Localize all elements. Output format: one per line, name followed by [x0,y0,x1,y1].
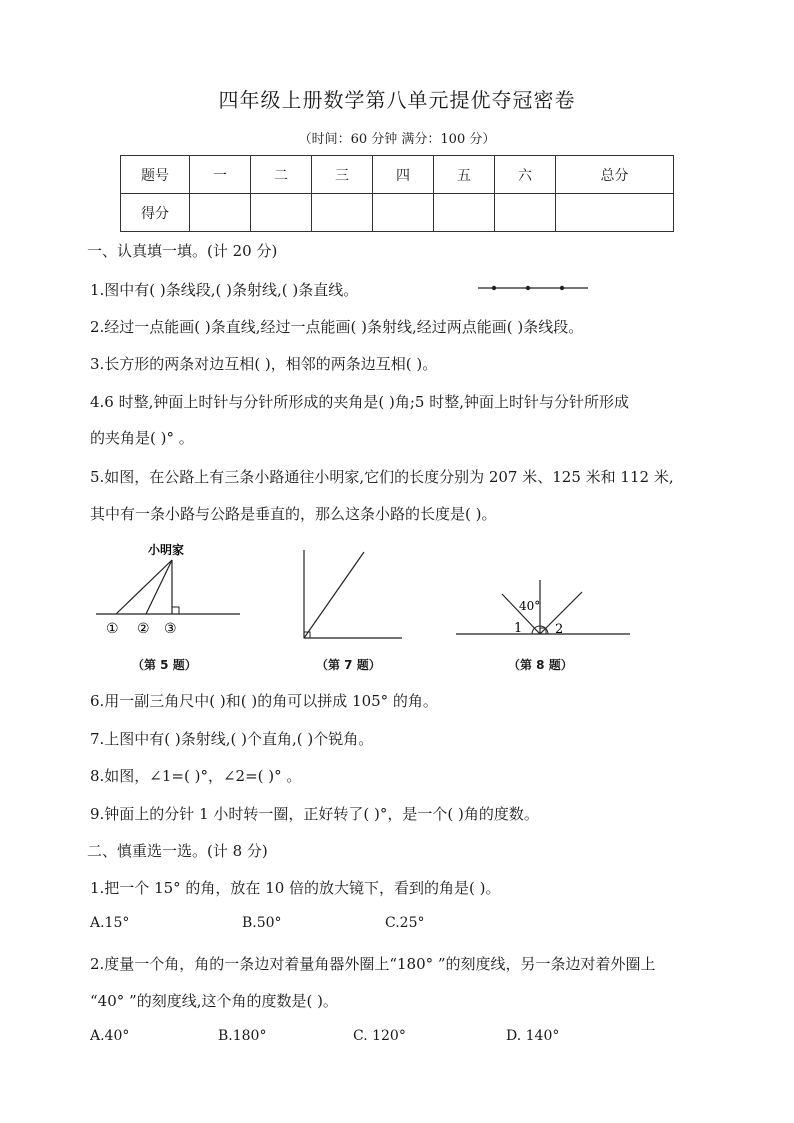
q2-1-option-a: A.15° [90,915,130,931]
q2-2-option-d: D. 140° [506,1028,560,1044]
q2-1-option-b: B.50° [242,915,282,931]
figure-7-caption: （第 7 题） [316,658,381,672]
point-dot [492,286,496,290]
page-title: 四年级上册数学第八单元提优夺冠密卷 [218,88,576,112]
q2-1-option-c: C.25° [385,915,425,931]
score-cell[interactable] [495,194,556,232]
angle-2-label: 2 [555,622,564,637]
table-cell: 六 [495,156,556,194]
figure-5-label: 小明家 [148,543,185,557]
score-table-score-row [121,194,674,232]
q2-2-option-a: A.40° [90,1028,130,1044]
table-cell: 得分 [121,194,190,232]
q2-2-option-b: B.180° [218,1028,267,1044]
question-1-4-line1: 4.6 时整,钟面上时针与分针所形成的夹角是( )角;5 时整,钟面上时针与分针所形成 [90,393,629,411]
score-cell[interactable] [190,194,251,232]
question-1-8: 8.如图，∠1=( )°，∠2=( )° 。 [90,767,302,785]
table-cell: 题号 [121,156,190,194]
angle-1-label: 1 [514,621,523,636]
question-2-2-line1: 2.度量一个角，角的一条边对着量角器外圈上“180° ”的刻度线，另一条边对着外圈上 [90,955,656,973]
point-label-3: ③ [164,621,177,637]
question-2-2-line2: “40° ”的刻度线,这个角的度数是( )。 [90,992,338,1010]
question-1-5-line1: 5.如图，在公路上有三条小路通往小明家,它们的长度分别为 207 米、125 米和 112 米, [90,468,674,486]
question-1-2: 2.经过一点能画( )条直线,经过一点能画( )条射线,经过两点能画( )条线段。 [90,318,584,336]
score-cell[interactable] [312,194,373,232]
point-label-2: ② [137,621,150,637]
q1-line-figure [478,280,590,296]
question-2-1: 1.把一个 15° 的角，放在 10 倍的放大镜下，看到的角是( )。 [90,879,501,897]
table-cell: 五 [434,156,495,194]
question-1-7: 7.上图中有( )条射线,( )个直角,( )个锐角。 [90,730,374,748]
ray-diagonal [304,552,364,638]
question-1-6: 6.用一副三角尺中( )和( )的角可以拼成 105° 的角。 [90,692,438,710]
angle-40-label: 40° [519,599,541,613]
table-cell: 四 [373,156,434,194]
table-cell: 一 [190,156,251,194]
figure-8 [456,576,632,640]
point-label-1: ① [106,621,119,637]
table-cell: 二 [251,156,312,194]
point-dot [560,286,564,290]
score-cell[interactable] [556,194,674,232]
question-1-5-line2: 其中有一条小路与公路是垂直的，那么这条小路的长度是( )。 [90,505,497,523]
table-cell: 总分 [556,156,674,194]
table-cell: 三 [312,156,373,194]
figure-7 [298,546,406,646]
section1-heading: 一、认真填一填。(计 20 分) [87,242,278,260]
score-cell[interactable] [373,194,434,232]
point-dot [526,286,530,290]
score-table-header-row [121,156,674,194]
score-cell[interactable] [251,194,312,232]
question-1-4-line2: 的夹角是( )° 。 [90,429,194,447]
exam-info: （时间：60 分钟 满分：100 分） [298,132,496,147]
path-2 [146,560,172,614]
score-cell[interactable] [434,194,495,232]
question-1-1: 1.图中有( )条线段,( )条射线,( )条直线。 [90,281,359,299]
figure-5-caption: （第 5 题） [132,658,197,672]
q2-2-option-c: C. 120° [353,1028,406,1044]
figure-5 [96,540,246,640]
section2-heading: 二、慎重选一选。(计 8 分) [87,842,268,860]
figure-8-caption: （第 8 题） [508,658,573,672]
path-1 [116,560,172,614]
question-1-3: 3.长方形的两条对边互相( )，相邻的两条边互相( )。 [90,355,438,373]
score-table [120,155,674,232]
right-angle-mark [172,607,179,614]
question-1-9: 9.钟面上的分针 1 小时转一圈，正好转了( )°，是一个( )角的度数。 [90,805,539,823]
